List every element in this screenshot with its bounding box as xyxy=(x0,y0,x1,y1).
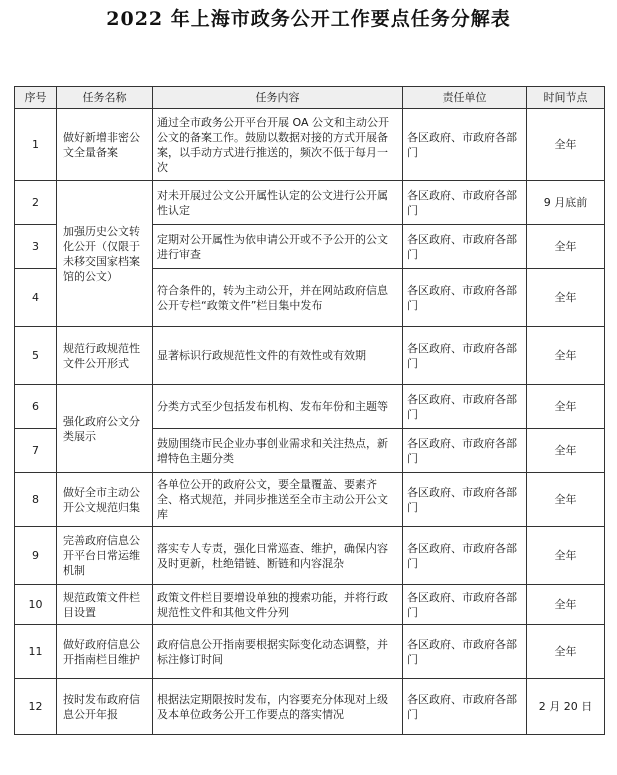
row-content: 通过全市政务公开平台开展 OA 公文和主动公开公文的备案工作。鼓励以数据对接的方式开展备案，以手动方式进行推送的，频次不低于每月一次 xyxy=(153,109,403,181)
page-title: 2022 年上海市政务公开工作要点任务分解表 xyxy=(106,8,511,30)
table-row xyxy=(15,625,605,679)
row-num: 12 xyxy=(15,679,57,735)
row-time: 全年 xyxy=(527,225,605,269)
row-num: 4 xyxy=(15,269,57,327)
header-unit: 责任单位 xyxy=(403,87,527,109)
header-time: 时间节点 xyxy=(527,87,605,109)
row-name: 做好全市主动公开公文规范归集 xyxy=(57,473,153,527)
row-name: 按时发布政府信息公开年报 xyxy=(57,679,153,735)
table-row xyxy=(15,181,605,225)
row-unit: 各区政府、市政府各部门 xyxy=(403,429,527,473)
row-content: 落实专人专责，强化日常巡查、维护，确保内容及时更新，杜绝错链、断链和内容混杂 xyxy=(153,527,403,585)
row-num: 9 xyxy=(15,527,57,585)
row-time: 2 月 20 日 xyxy=(527,679,605,735)
table-row xyxy=(15,473,605,527)
row-content: 定期对公开属性为依申请公开或不予公开的公文进行审查 xyxy=(153,225,403,269)
row-content: 鼓励围绕市民企业办事创业需求和关注热点，新增特色主题分类 xyxy=(153,429,403,473)
table-row xyxy=(15,385,605,429)
table-row xyxy=(15,679,605,735)
row-name: 做好政府信息公开指南栏目维护 xyxy=(57,625,153,679)
row-content: 对未开展过公文公开属性认定的公文进行公开属性认定 xyxy=(153,181,403,225)
row-unit: 各区政府、市政府各部门 xyxy=(403,385,527,429)
row-name: 加强历史公文转化公开（仅限于未移交国家档案馆的公文） xyxy=(57,181,153,327)
row-unit: 各区政府、市政府各部门 xyxy=(403,679,527,735)
row-unit: 各区政府、市政府各部门 xyxy=(403,473,527,527)
row-name: 完善政府信息公开平台日常运维机制 xyxy=(57,527,153,585)
row-name: 规范政策文件栏目设置 xyxy=(57,585,153,625)
row-unit: 各区政府、市政府各部门 xyxy=(403,327,527,385)
row-time: 全年 xyxy=(527,327,605,385)
row-time: 全年 xyxy=(527,385,605,429)
row-time: 全年 xyxy=(527,429,605,473)
row-name: 做好新增非密公文全量备案 xyxy=(57,109,153,181)
row-content: 根据法定期限按时发布，内容要充分体现对上级及本单位政务公开工作要点的落实情况 xyxy=(153,679,403,735)
row-name: 强化政府公文分类展示 xyxy=(57,385,153,473)
row-time: 全年 xyxy=(527,527,605,585)
row-name: 规范行政规范性文件公开形式 xyxy=(57,327,153,385)
row-unit: 各区政府、市政府各部门 xyxy=(403,585,527,625)
row-content: 政府信息公开指南要根据实际变化动态调整，并标注修订时间 xyxy=(153,625,403,679)
row-content: 分类方式至少包括发布机构、发布年份和主题等 xyxy=(153,385,403,429)
row-unit: 各区政府、市政府各部门 xyxy=(403,225,527,269)
row-time: 9 月底前 xyxy=(527,181,605,225)
table-row xyxy=(15,327,605,385)
row-content: 各单位公开的政府公文，要全量覆盖、要素齐全、格式规范，并同步推送至全市主动公开公文库 xyxy=(153,473,403,527)
row-content: 显著标识行政规范性文件的有效性或有效期 xyxy=(153,327,403,385)
row-time: 全年 xyxy=(527,585,605,625)
row-unit: 各区政府、市政府各部门 xyxy=(403,625,527,679)
row-time: 全年 xyxy=(527,625,605,679)
row-num: 3 xyxy=(15,225,57,269)
row-unit: 各区政府、市政府各部门 xyxy=(403,527,527,585)
row-num: 2 xyxy=(15,181,57,225)
row-num: 1 xyxy=(15,109,57,181)
table-header-row xyxy=(15,87,605,109)
row-time: 全年 xyxy=(527,473,605,527)
row-time: 全年 xyxy=(527,269,605,327)
header-content: 任务内容 xyxy=(153,87,403,109)
row-unit: 各区政府、市政府各部门 xyxy=(403,181,527,225)
row-content: 政策文件栏目要增设单独的搜索功能，并将行政规范性文件和其他文件分列 xyxy=(153,585,403,625)
row-content: 符合条件的，转为主动公开，并在网站政府信息公开专栏“政策文件”栏目集中发布 xyxy=(153,269,403,327)
table-row xyxy=(15,109,605,181)
row-unit: 各区政府、市政府各部门 xyxy=(403,109,527,181)
row-time: 全年 xyxy=(527,109,605,181)
row-num: 10 xyxy=(15,585,57,625)
header-num: 序号 xyxy=(15,87,57,109)
table-row xyxy=(15,527,605,585)
row-num: 5 xyxy=(15,327,57,385)
task-table xyxy=(14,86,605,735)
table-row xyxy=(15,585,605,625)
row-unit: 各区政府、市政府各部门 xyxy=(403,269,527,327)
row-num: 6 xyxy=(15,385,57,429)
row-num: 11 xyxy=(15,625,57,679)
row-num: 7 xyxy=(15,429,57,473)
row-num: 8 xyxy=(15,473,57,527)
header-name: 任务名称 xyxy=(57,87,153,109)
